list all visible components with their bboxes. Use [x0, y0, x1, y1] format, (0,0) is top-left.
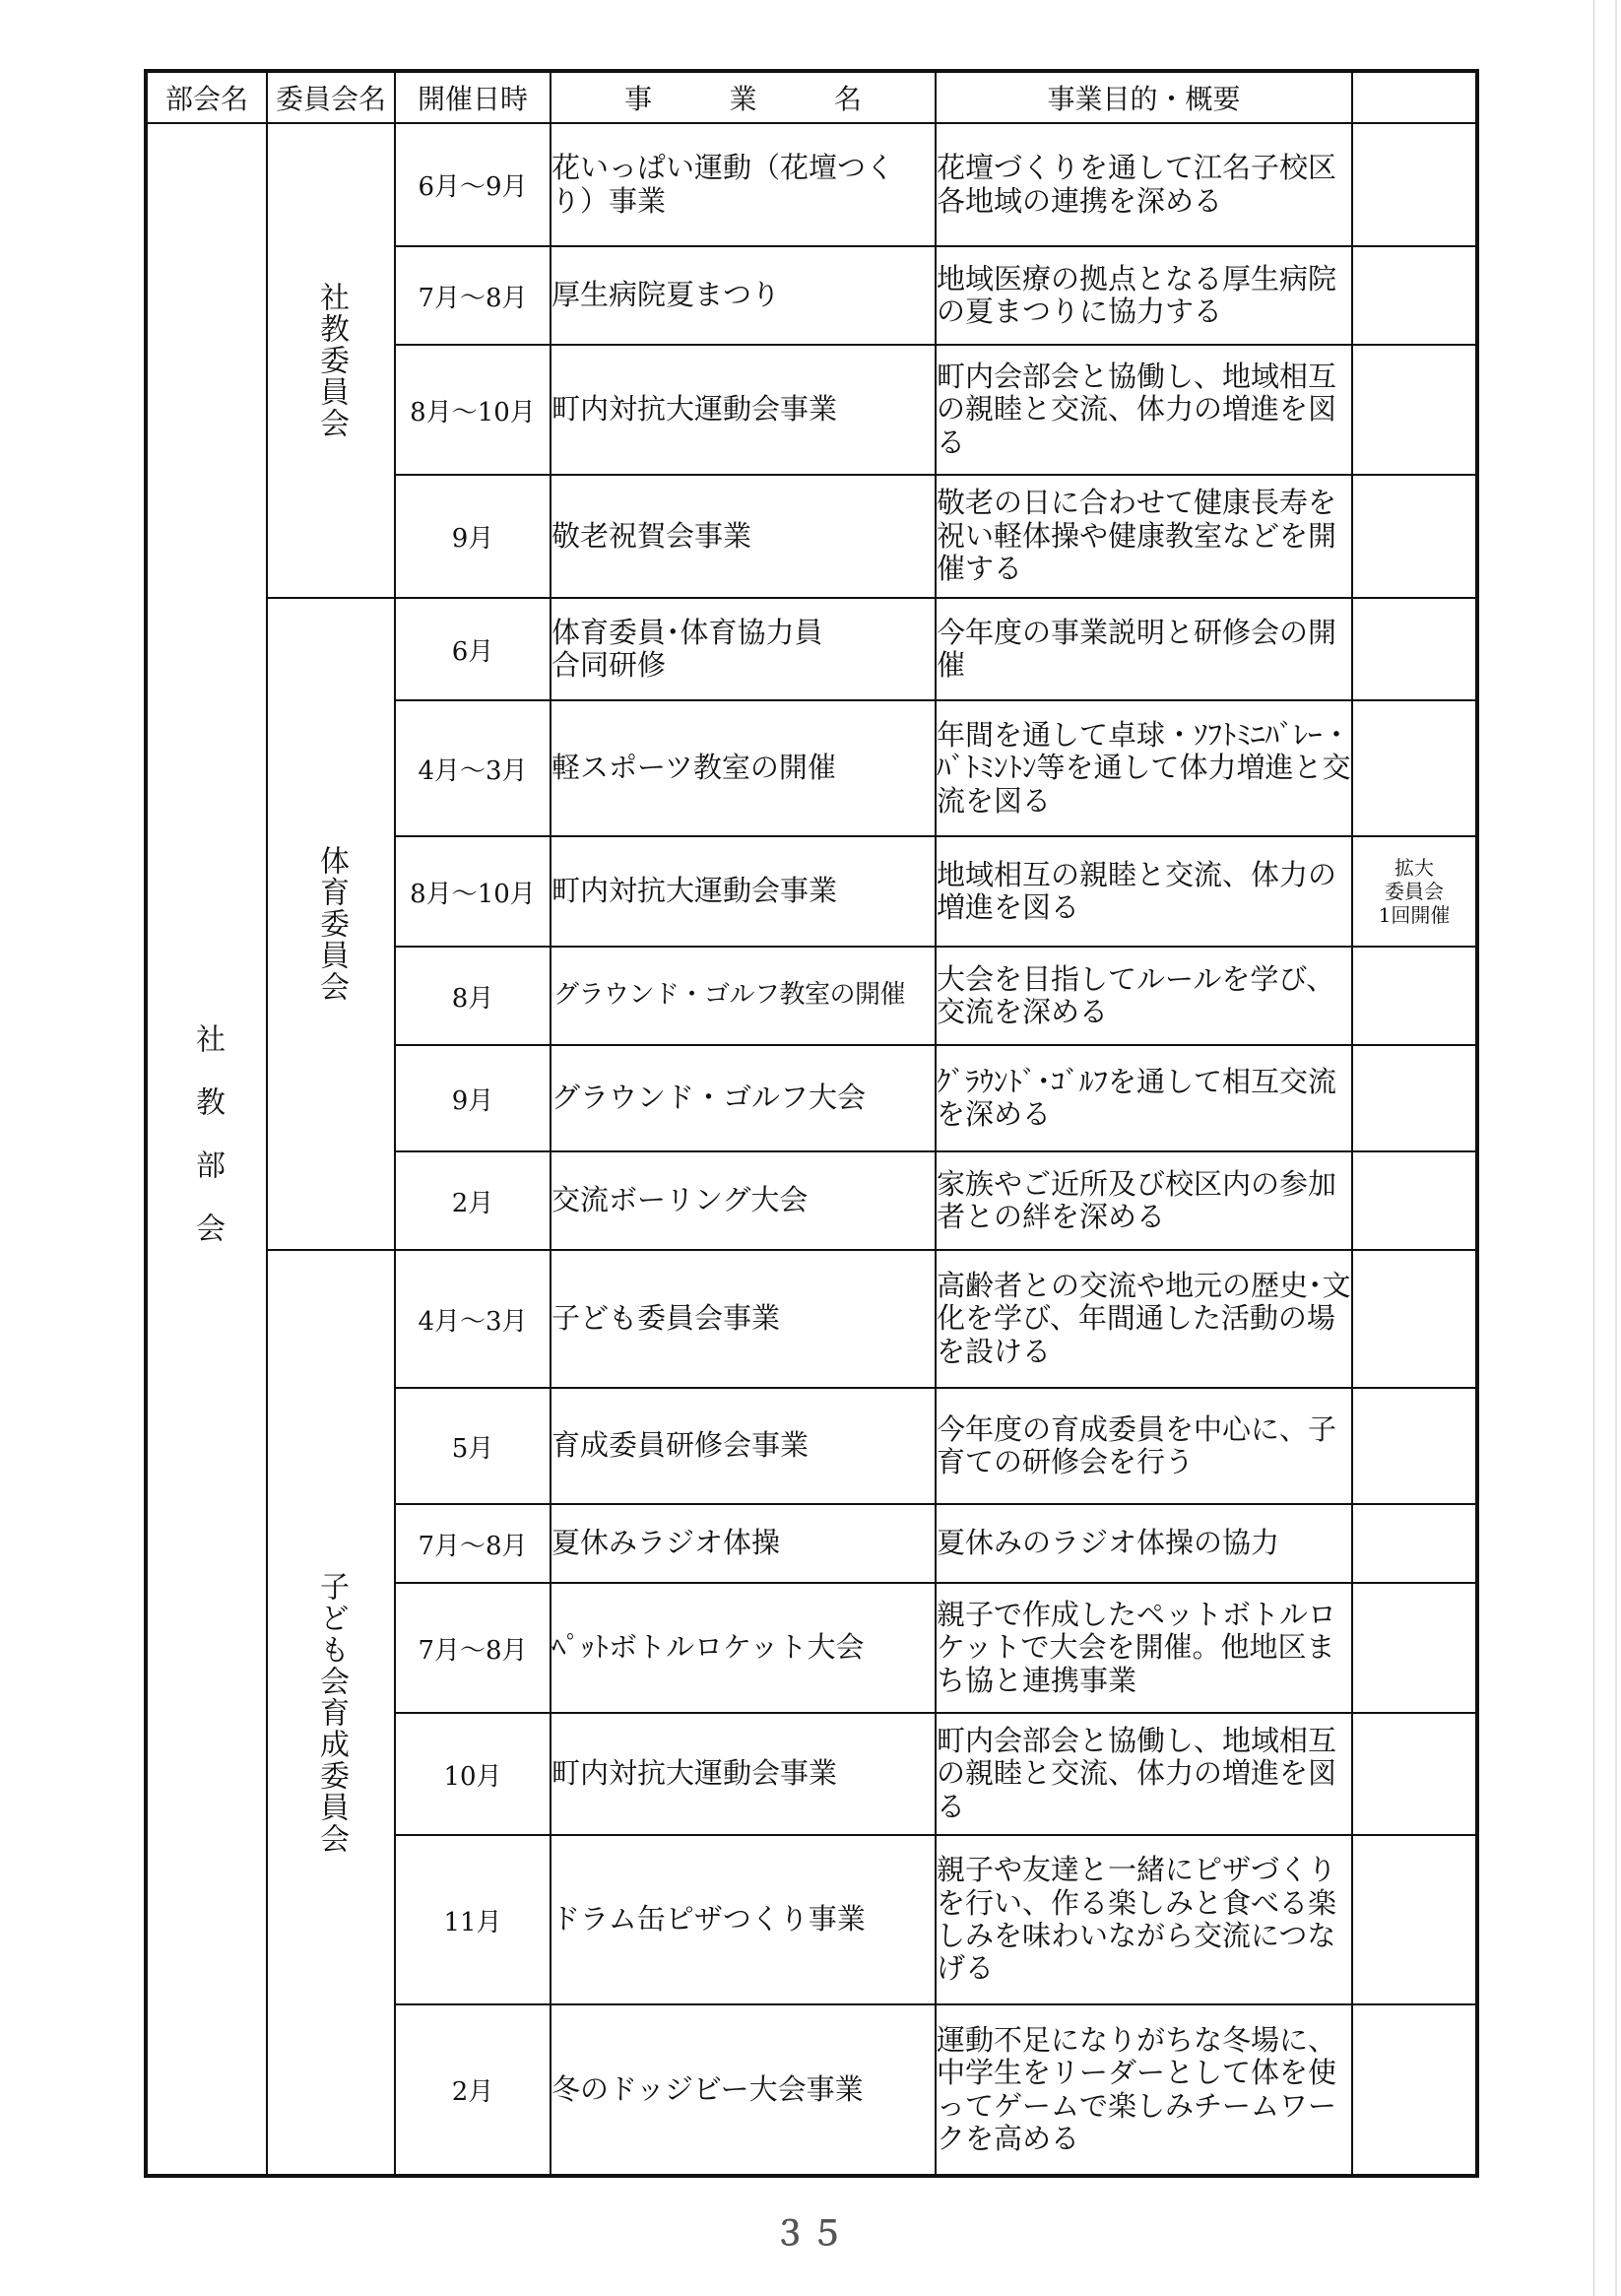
- bukai-name: 社教部会: [146, 123, 267, 2176]
- event-note: [1352, 2004, 1477, 2176]
- event-purpose: 大会を目指してルールを学び、交流を深める: [936, 947, 1352, 1045]
- event-date: 10月: [395, 1713, 551, 1835]
- event-purpose: 高齢者との交流や地元の歴史･文化を学び、年間通した活動の場を設ける: [936, 1250, 1352, 1388]
- event-note: [1352, 1250, 1477, 1388]
- event-date: 2月: [395, 1151, 551, 1250]
- table-row: [146, 598, 1477, 700]
- event-date: 9月: [395, 475, 551, 598]
- event-name: 育成委員研修会事業: [551, 1388, 936, 1504]
- event-note: [1352, 1835, 1477, 2004]
- event-name: 町内対抗大運動会事業: [551, 1713, 936, 1835]
- event-name: 花いっぱい運動（花壇つくり）事業: [551, 123, 936, 246]
- header-purpose: 事業目的・概要: [936, 71, 1352, 123]
- event-note: [1352, 246, 1477, 345]
- committee-taiiku: 体育委員会: [267, 598, 395, 1250]
- event-name: 町内対抗大運動会事業: [551, 345, 936, 475]
- event-name: 交流ボーリング大会: [551, 1151, 936, 1250]
- event-purpose: 今年度の事業説明と研修会の開催: [936, 598, 1352, 700]
- event-purpose: 親子で作成したペットボトルロケットで大会を開催。他地区まち協と連携事業: [936, 1583, 1352, 1713]
- event-name: 体育委員･体育協力員 合同研修: [551, 598, 936, 700]
- page-number: ３５: [773, 2214, 848, 2254]
- event-date: 9月: [395, 1045, 551, 1151]
- event-date: 7月～8月: [395, 1504, 551, 1583]
- event-schedule-table: [144, 69, 1479, 2178]
- event-purpose: 地域相互の親睦と交流、体力の増進を図る: [936, 836, 1352, 947]
- event-date: 6月: [395, 598, 551, 700]
- event-date: 5月: [395, 1388, 551, 1504]
- event-date: 8月: [395, 947, 551, 1045]
- event-purpose: 今年度の育成委員を中心に、子育ての研修会を行う: [936, 1388, 1352, 1504]
- header-row: [146, 71, 1477, 123]
- event-purpose: 地域医療の拠点となる厚生病院の夏まつりに協力する: [936, 246, 1352, 345]
- event-purpose: ｸﾞﾗｳﾝﾄﾞ･ｺﾞﾙﾌを通して相互交流を深める: [936, 1045, 1352, 1151]
- header-iinkai: 委員会名: [267, 71, 395, 123]
- event-note: [1352, 700, 1477, 836]
- event-note: [1352, 1713, 1477, 1835]
- event-date: 11月: [395, 1835, 551, 2004]
- event-purpose: 町内会部会と協働し、地域相互の親睦と交流、体力の増進を図る: [936, 1713, 1352, 1835]
- event-name: ドラム缶ピザつくり事業: [551, 1835, 936, 2004]
- event-note: [1352, 1583, 1477, 1713]
- event-date: 4月～3月: [395, 1250, 551, 1388]
- event-purpose: 運動不足になりがちな冬場に、中学生をリーダーとして体を使ってゲームで楽しみチームワークを高める: [936, 2004, 1352, 2176]
- event-note: [1352, 1045, 1477, 1151]
- event-name: 子ども委員会事業: [551, 1250, 936, 1388]
- header-date: 開催日時: [395, 71, 551, 123]
- event-date: 7月～8月: [395, 1583, 551, 1713]
- event-date: 4月～3月: [395, 700, 551, 836]
- event-name: 敬老祝賀会事業: [551, 475, 936, 598]
- event-purpose: 町内会部会と協働し、地域相互の親睦と交流、体力の増進を図る: [936, 345, 1352, 475]
- committee-kodomo: 子ども会育成委員会: [267, 1250, 395, 2176]
- event-name: 冬のドッジビー大会事業: [551, 2004, 936, 2176]
- event-date: 8月～10月: [395, 836, 551, 947]
- table-row: [146, 123, 1477, 246]
- event-purpose: 家族やご近所及び校区内の参加者との絆を深める: [936, 1151, 1352, 1250]
- event-note: [1352, 1504, 1477, 1583]
- event-date: 6月～9月: [395, 123, 551, 246]
- header-event-name-label: 事 業 名: [624, 83, 887, 115]
- event-purpose: 親子や友達と一緒にピザづくりを行い、作る楽しみと食べる楽しみを味わいながら交流につなげる: [936, 1835, 1352, 2004]
- event-note: [1352, 475, 1477, 598]
- event-name: グラウンド・ゴルフ教室の開催: [551, 947, 936, 1045]
- event-name: 町内対抗大運動会事業: [551, 836, 936, 947]
- event-name: 夏休みラジオ体操: [551, 1504, 936, 1583]
- header-note: [1352, 71, 1477, 123]
- event-purpose: 夏休みのラジオ体操の協力: [936, 1504, 1352, 1583]
- event-note: [1352, 1151, 1477, 1250]
- event-name: ﾍﾟｯﾄボトルロケット大会: [551, 1583, 936, 1713]
- event-note: [1352, 598, 1477, 700]
- event-purpose: 敬老の日に合わせて健康長寿を祝い軽体操や健康教室などを開催する: [936, 475, 1352, 598]
- event-date: 2月: [395, 2004, 551, 2176]
- event-note: 拡大 委員会 1回開催: [1352, 836, 1477, 947]
- event-note: [1352, 345, 1477, 475]
- event-name: 厚生病院夏まつり: [551, 246, 936, 345]
- scan-edge-line: [1615, 0, 1617, 2296]
- scan-edge-line: [1593, 0, 1594, 2296]
- header-bukai: 部会名: [146, 71, 267, 123]
- event-date: 7月～8月: [395, 246, 551, 345]
- event-name: 軽スポーツ教室の開催: [551, 700, 936, 836]
- header-event-name: [551, 71, 936, 123]
- event-purpose: 花壇づくりを通して江名子校区各地域の連携を深める: [936, 123, 1352, 246]
- table-row: [146, 1250, 1477, 1388]
- committee-shakyo: 社教委員会: [267, 123, 395, 598]
- event-note: [1352, 123, 1477, 246]
- event-purpose: 年間を通して卓球・ｿﾌﾄﾐﾆﾊﾞﾚｰ・ﾊﾞﾄﾐﾝﾄﾝ等を通して体力増進と交流を図る: [936, 700, 1352, 836]
- event-note: [1352, 947, 1477, 1045]
- event-note: [1352, 1388, 1477, 1504]
- event-date: 8月～10月: [395, 345, 551, 475]
- event-name: グラウンド・ゴルフ大会: [551, 1045, 936, 1151]
